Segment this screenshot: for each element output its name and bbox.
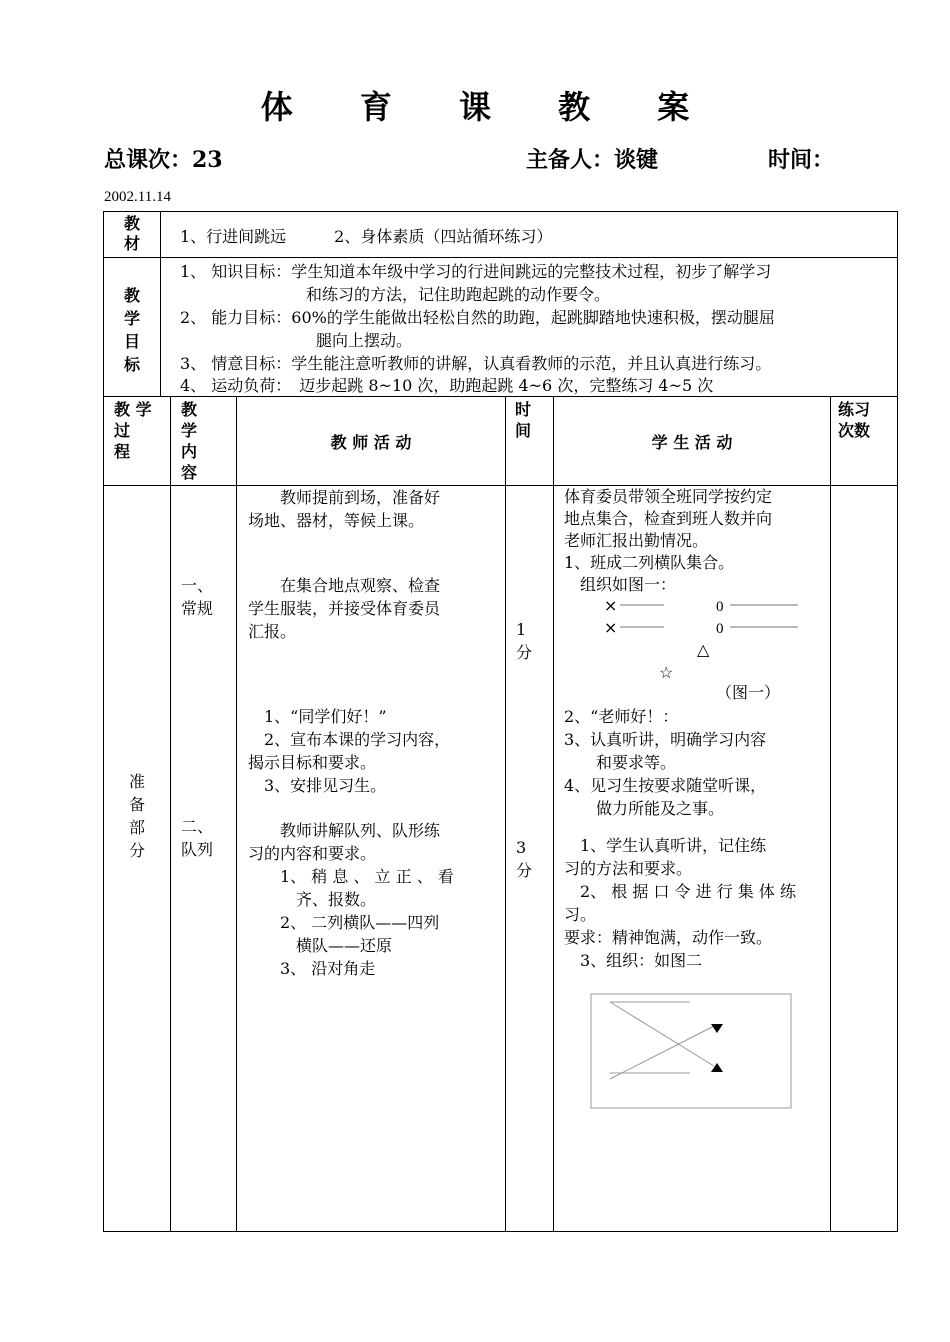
author: 主备人：谈键: [526, 147, 659, 173]
teacher-activity-1: 教师提前到场，准备好 场地、器材，等候上课。: [248, 488, 441, 530]
teacher-star-icon: ☆: [659, 663, 674, 682]
goal-line: 3、 情意目标：学生能注意听教师的讲解，认真看教师的示范，并且认真进行练习。: [180, 354, 772, 373]
formation-svg: [560, 592, 820, 672]
time-label: 时间：: [768, 147, 835, 173]
col-process: 教 学 过 程: [114, 400, 152, 461]
date: 2002.11.14: [104, 189, 171, 205]
student-activity-2: 2、“老师好！： 3、认真听讲，明确学习内容 和要求等。 4、见习生按要求随堂听课， 做力所能及之事。: [564, 707, 767, 818]
formation-diagram-2: [590, 993, 792, 1109]
student-activity-3: 1、学生认真听讲，记住练 习的方法和要求。 2、 根 据 口 令 进 行 集 体 练 习。 要求：精神饱满，动作一致。 3、组织：如图二: [564, 836, 796, 970]
student-activity-1: 体育委员带领全班同学按约定 地点集合，检查到班人数并向 老师汇报出勤情况。 1、班成二列横队集合。 组织如图一：: [564, 487, 773, 594]
time-formation: 3 分: [516, 838, 533, 880]
svg-text:0: 0: [716, 621, 724, 637]
goal-line: 4、 运动负荷： 迈步起跳 8~10 次，助跑起跳 4~6 次，完整练习 4~5 次: [180, 376, 714, 395]
figure1-caption: （图一）: [716, 683, 781, 702]
goal-line: 腿向上摆动。: [316, 331, 413, 350]
col-student: 学 生 活 动: [651, 433, 733, 452]
time-routine: 1 分: [516, 620, 533, 662]
svg-text:△: △: [697, 640, 710, 659]
col-time: 时 间: [515, 400, 532, 440]
section-part: 准 备 部 分: [128, 772, 145, 860]
content-formation: 二、 队列: [181, 817, 214, 859]
content-routine: 一、 常规: [181, 576, 214, 618]
teacher-activity-2: 在集合地点观察、检查 学生服装，并接受体育委员 汇报。: [248, 576, 441, 641]
col-teacher: 教 师 活 动: [330, 433, 412, 452]
teacher-activity-3: 1、“同学们好！” 2、宣布本课的学习内容， 揭示目标和要求。 3、安排见习生。: [248, 707, 451, 795]
material-content: 1、行进间跳远 2、身体素质（四站循环练习）: [180, 227, 553, 246]
goal-line: 1、 知识目标：学生知道本年级中学习的行进间跳远的完整技术过程，初步了解学习: [180, 262, 772, 281]
goal-line: 和练习的方法，记住助跑起跳的动作要令。: [306, 285, 611, 304]
page-title: 体 育 课 教 案: [260, 88, 718, 126]
lesson-number: 总课次：23: [104, 147, 223, 173]
col-content: 教 学 内 容: [181, 400, 198, 482]
teacher-activity-4: 教师讲解队列、队形练 习的内容和要求。 1、 稍 息 、 立 正 、 看 齐、报数。 2、 二列横队——四列 横队——还原 3、 沿对角走: [248, 821, 454, 978]
col-practice: 练习 次数: [838, 400, 871, 440]
svg-text:0: 0: [716, 599, 724, 615]
svg-text:×: ×: [604, 596, 618, 615]
goals-label: 教 学 目 标: [123, 286, 140, 374]
svg-text:×: ×: [604, 618, 618, 637]
goal-line: 2、 能力目标：60%的学生能做出轻松自然的助跑，起跳脚踏地快速积极，摆动腿屈: [180, 308, 775, 327]
material-label: 教 材: [123, 214, 140, 253]
